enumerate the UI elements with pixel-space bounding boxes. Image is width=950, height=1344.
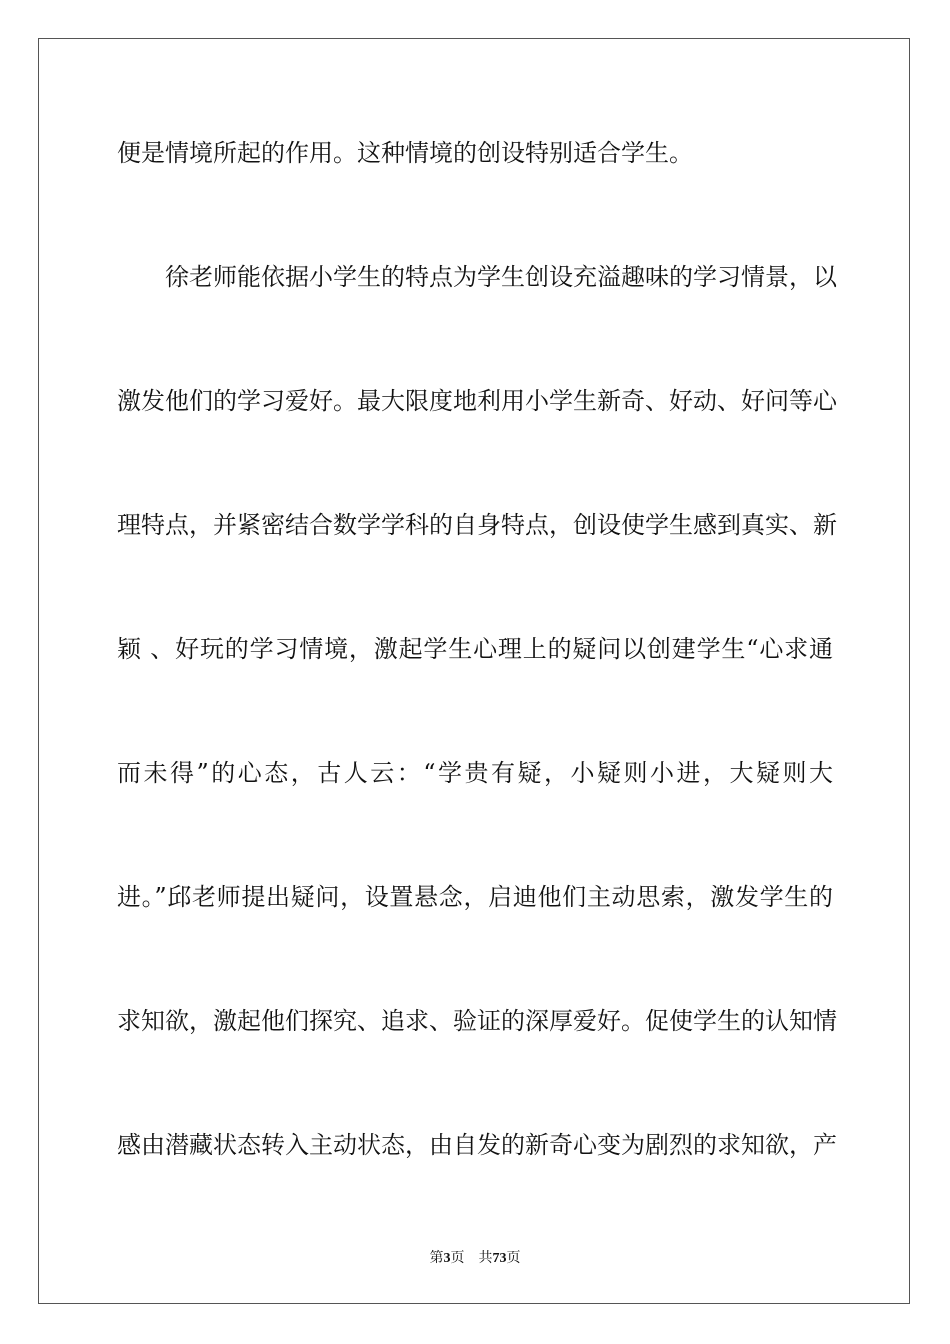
page-number: 3 [443,1251,451,1266]
total-suffix: 页 [506,1251,521,1266]
text-line-7: 进。”邱老师提出疑问，设置悬念，启迪他们主动思索，激发学生的 [117,883,833,911]
text-line-3: 激发他们的学习爱好。最大限度地利用小学生新奇、好动、好问等心 [117,387,837,415]
page-footer [0,1247,950,1267]
total-pages: 73 [492,1251,507,1266]
page-suffix: 页 [450,1251,465,1266]
text-line-1: 便是情境所起的作用。这种情境的创设特别适合学生。 [117,139,693,167]
text-line-6: 而未得”的心态，古人云：“学贵有疑，小疑则小进，大疑则大 [117,759,833,787]
text-line-4: 理特点，并紧密结合数学学科的自身特点，创设使学生感到真实、新 [117,511,837,539]
text-line-5: 颖 、好玩的学习情境，激起学生心理上的疑问以创建学生“心求通 [117,635,833,663]
total-prefix: 共 [478,1251,493,1266]
page-prefix: 第 [429,1251,444,1266]
text-line-9: 感由潜藏状态转入主动状态，由自发的新奇心变为剧烈的求知欲，产 [117,1131,837,1159]
text-line-2: 徐老师能依据小学生的特点为学生创设充溢趣味的学习情景，以 [165,263,837,291]
text-line-8: 求知欲，激起他们探究、追求、验证的深厚爱好。促使学生的认知情 [117,1007,837,1035]
page-border [38,38,910,1304]
